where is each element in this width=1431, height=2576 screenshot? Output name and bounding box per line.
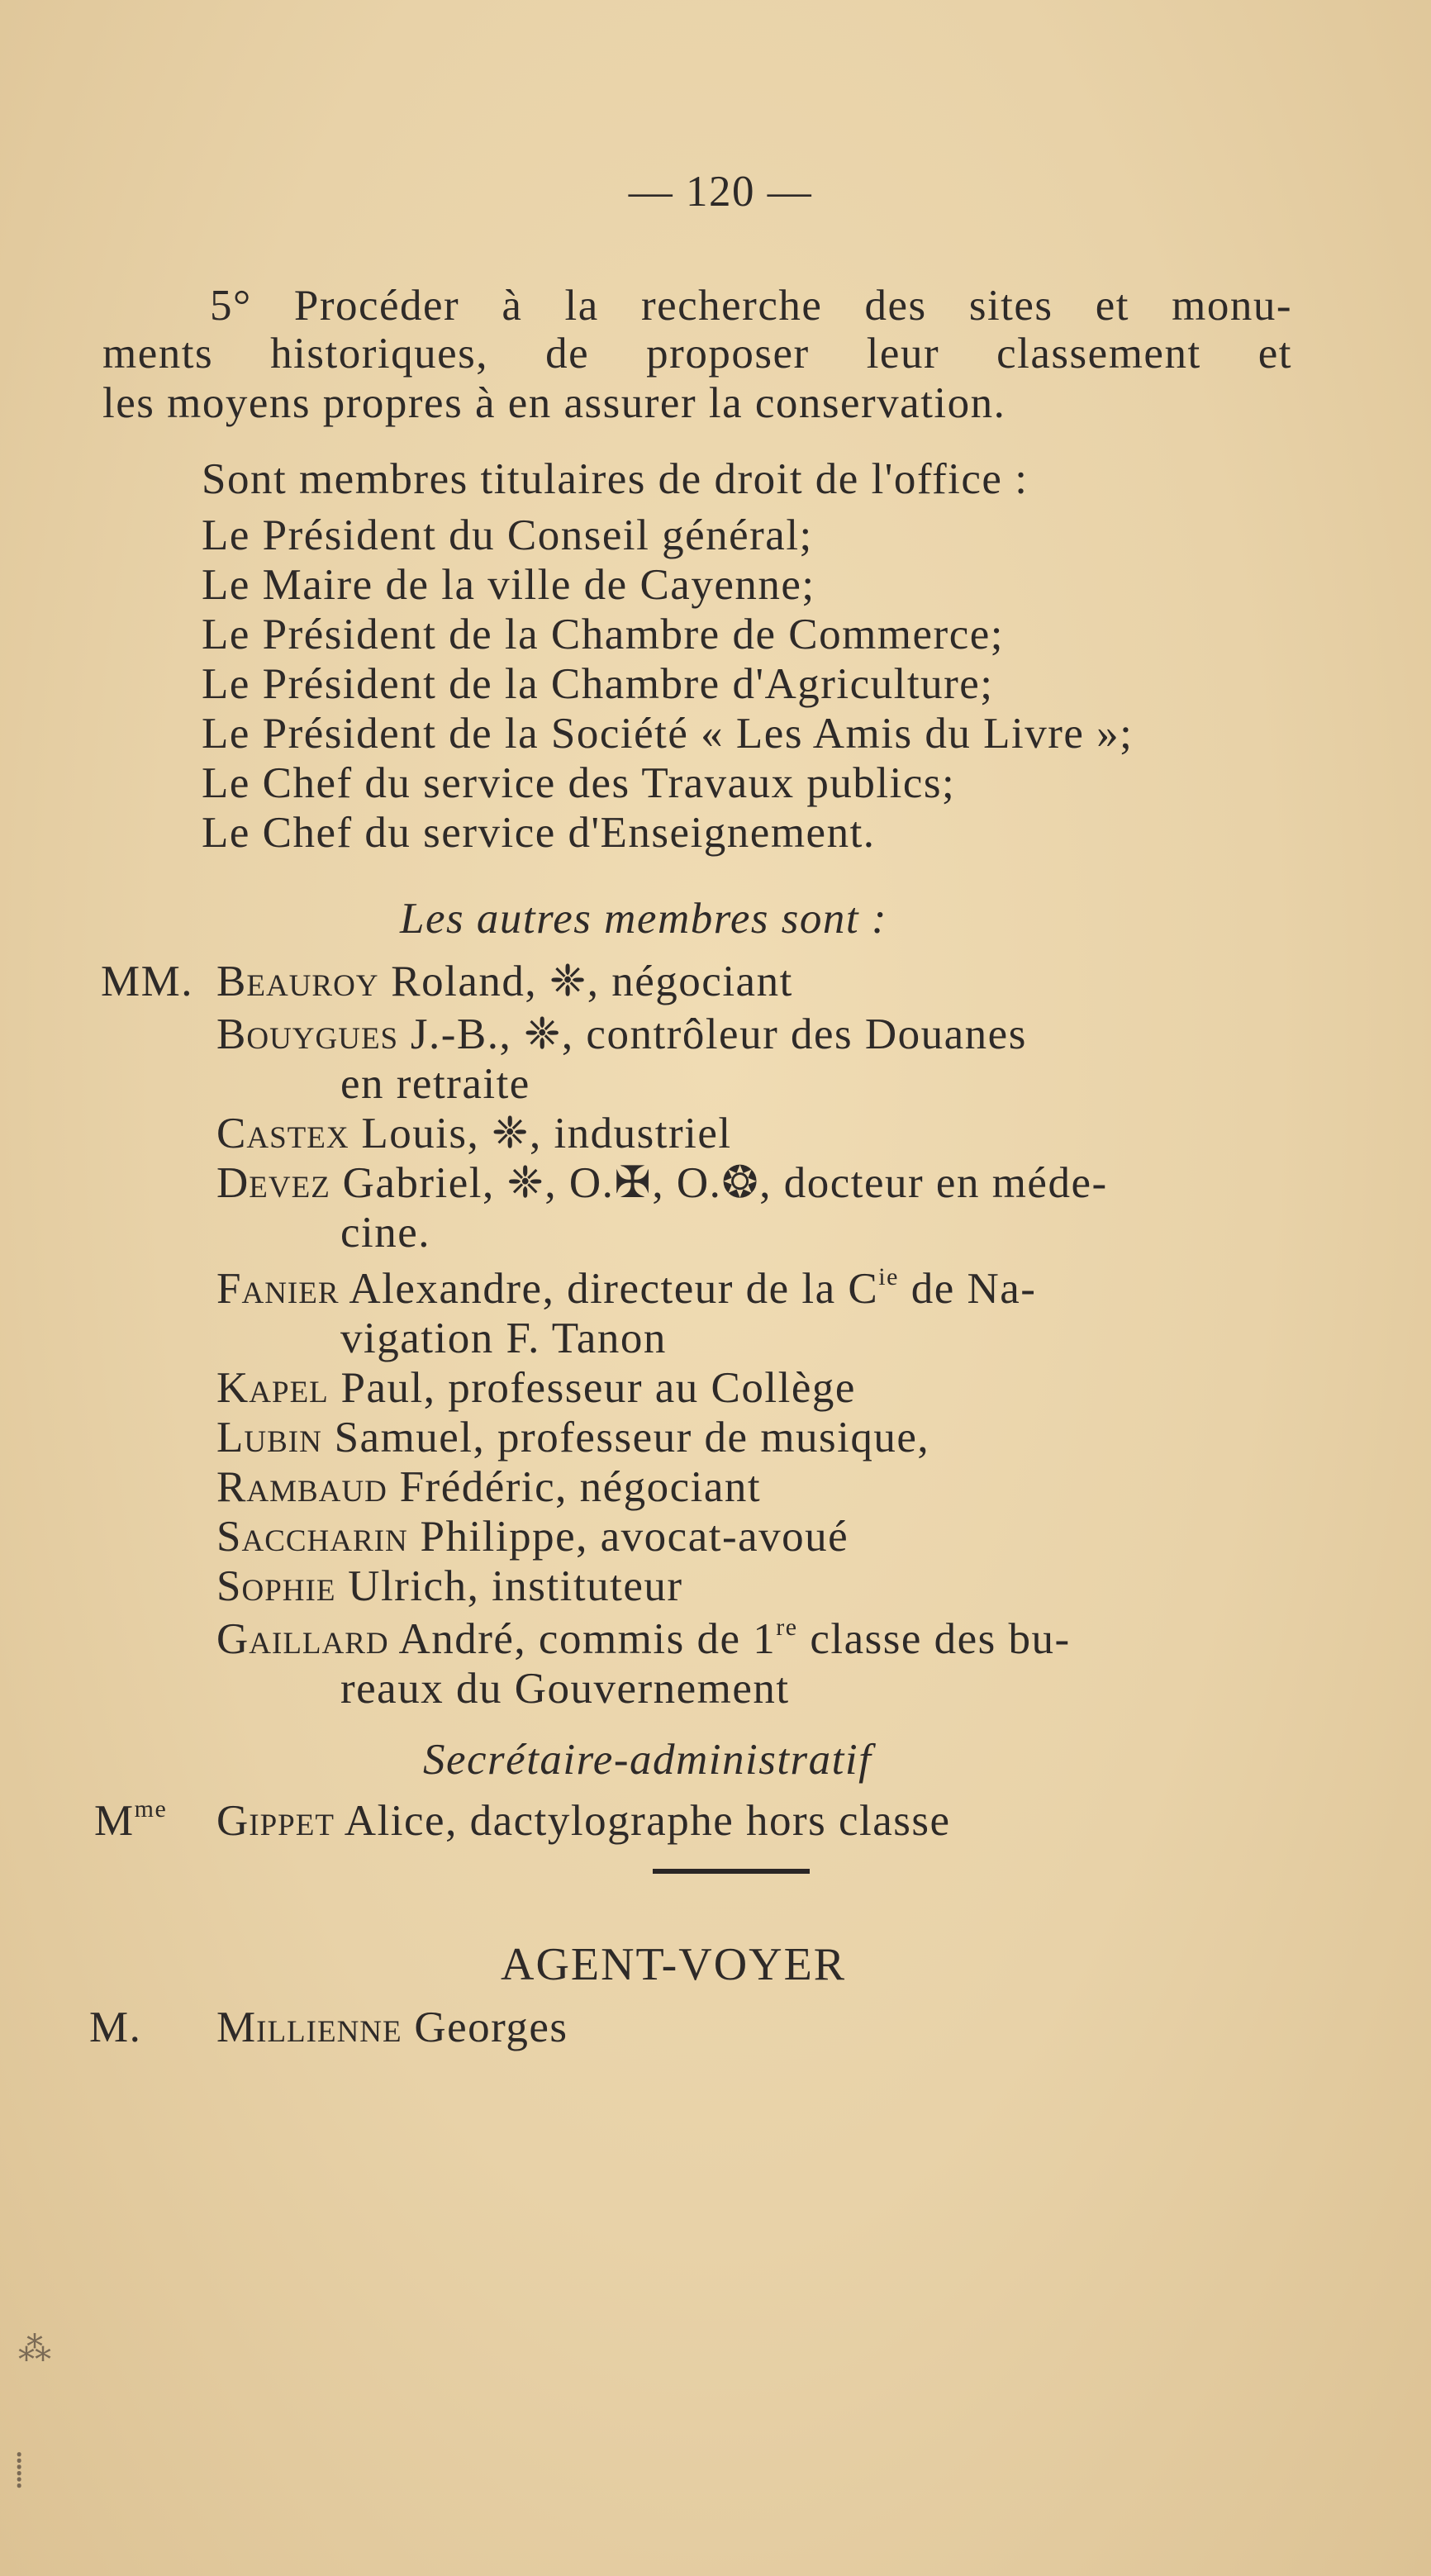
member-line [216,1561,683,1611]
secretaire-line [216,1796,951,1846]
member-details: Gabriel, ❈, O.✠, O.❂, docteur en méde- [330,1159,1108,1207]
member-continuation: reaux du Gouvernement [340,1665,790,1713]
member-details-end: classe des bu- [797,1615,1071,1663]
member-line [216,1158,1108,1208]
intro-line-3: les moyens propres à en assurer la conservation. [102,379,1006,427]
member-surname: Devez [216,1159,330,1207]
member-line [216,1264,1036,1314]
member-continuation: cine. [340,1209,431,1257]
titulaire-item: Le Chef du service des Travaux publics; [202,759,956,807]
paper-blemish: ⸽ [15,2451,24,2488]
agent-surname: Millienne [216,2003,402,2051]
member-details: Ulrich, instituteur [335,1562,683,1610]
agent-prefix: M. [89,2003,142,2051]
member-details: Alexandre, directeur de la C [339,1265,879,1313]
member-surname: Bouygues [216,1010,399,1058]
member-details: Samuel, professeur de musique, [321,1414,930,1461]
titulaire-item: Le Président de la Société « Les Amis du Livre »; [202,710,1134,758]
member-line [216,957,793,1006]
titulaire-item: Le Maire de la ville de Cayenne; [202,561,815,609]
secretaire-prefix-text: M [94,1797,135,1845]
member-surname: Gaillard [216,1615,389,1663]
titulaires-heading: Sont membres titulaires de droit de l'office : [202,455,1029,503]
secretaire-heading: Secrétaire-administratif [423,1736,872,1784]
member-surname: Sophie [216,1562,336,1610]
member-superscript: ie [878,1263,899,1290]
member-details: Paul, professeur au Collège [328,1364,856,1412]
member-superscript: re [776,1614,798,1641]
member-line [216,1462,761,1512]
secretaire-details: Alice, dactylographe hors classe [334,1797,951,1845]
member-details: Roland, ❈, négociant [378,958,793,1005]
member-line [216,1512,849,1561]
member-details: André, commis de 1 [388,1615,777,1663]
autres-heading: Les autres membres sont : [400,895,888,943]
member-line [216,1413,929,1462]
member-line [216,1109,732,1158]
intro-line-2: ments historiques, de proposer leur classement et [102,330,1292,378]
member-surname: Saccharin [216,1513,408,1561]
agent-heading: AGENT-VOYER [501,1939,847,1990]
titulaire-item: Le Chef du service d'Enseignement. [202,809,876,857]
secretaire-prefix-sup: me [134,1795,168,1823]
secretaire-prefix [94,1796,167,1846]
paper-blemish: ⁂ [18,2331,51,2368]
titulaire-item: Le Président de la Chambre d'Agriculture; [202,660,994,708]
agent-line [216,2003,568,2052]
member-line [216,1614,1071,1664]
secretaire-surname: Gippet [216,1797,335,1845]
member-continuation: vigation F. Tanon [340,1314,667,1362]
intro-line-1: 5° Procéder à la recherche des sites et monu- [210,282,1292,330]
member-details: Louis, ❈, industriel [349,1110,732,1157]
member-line [216,1010,1027,1059]
member-surname: Fanier [216,1265,340,1313]
member-details: Frédéric, négociant [387,1463,762,1511]
section-divider [653,1869,810,1874]
member-details: J.-B., ❈, contrôleur des Douanes [398,1010,1027,1058]
member-surname: Castex [216,1110,349,1157]
member-details-end: de Na- [898,1265,1037,1313]
member-continuation: en retraite [340,1060,530,1108]
agent-details: Georges [402,2003,568,2051]
member-line [216,1363,856,1413]
member-surname: Beauroy [216,958,379,1005]
member-surname: Lubin [216,1414,322,1461]
titulaire-item: Le Président du Conseil général; [202,511,813,559]
member-surname: Rambaud [216,1463,387,1511]
titulaire-item: Le Président de la Chambre de Commerce; [202,611,1004,658]
member-details: Philippe, avocat-avoué [407,1513,849,1561]
members-prefix: MM. [101,958,194,1005]
page-number: — 120 — [628,168,813,216]
member-surname: Kapel [216,1364,329,1412]
